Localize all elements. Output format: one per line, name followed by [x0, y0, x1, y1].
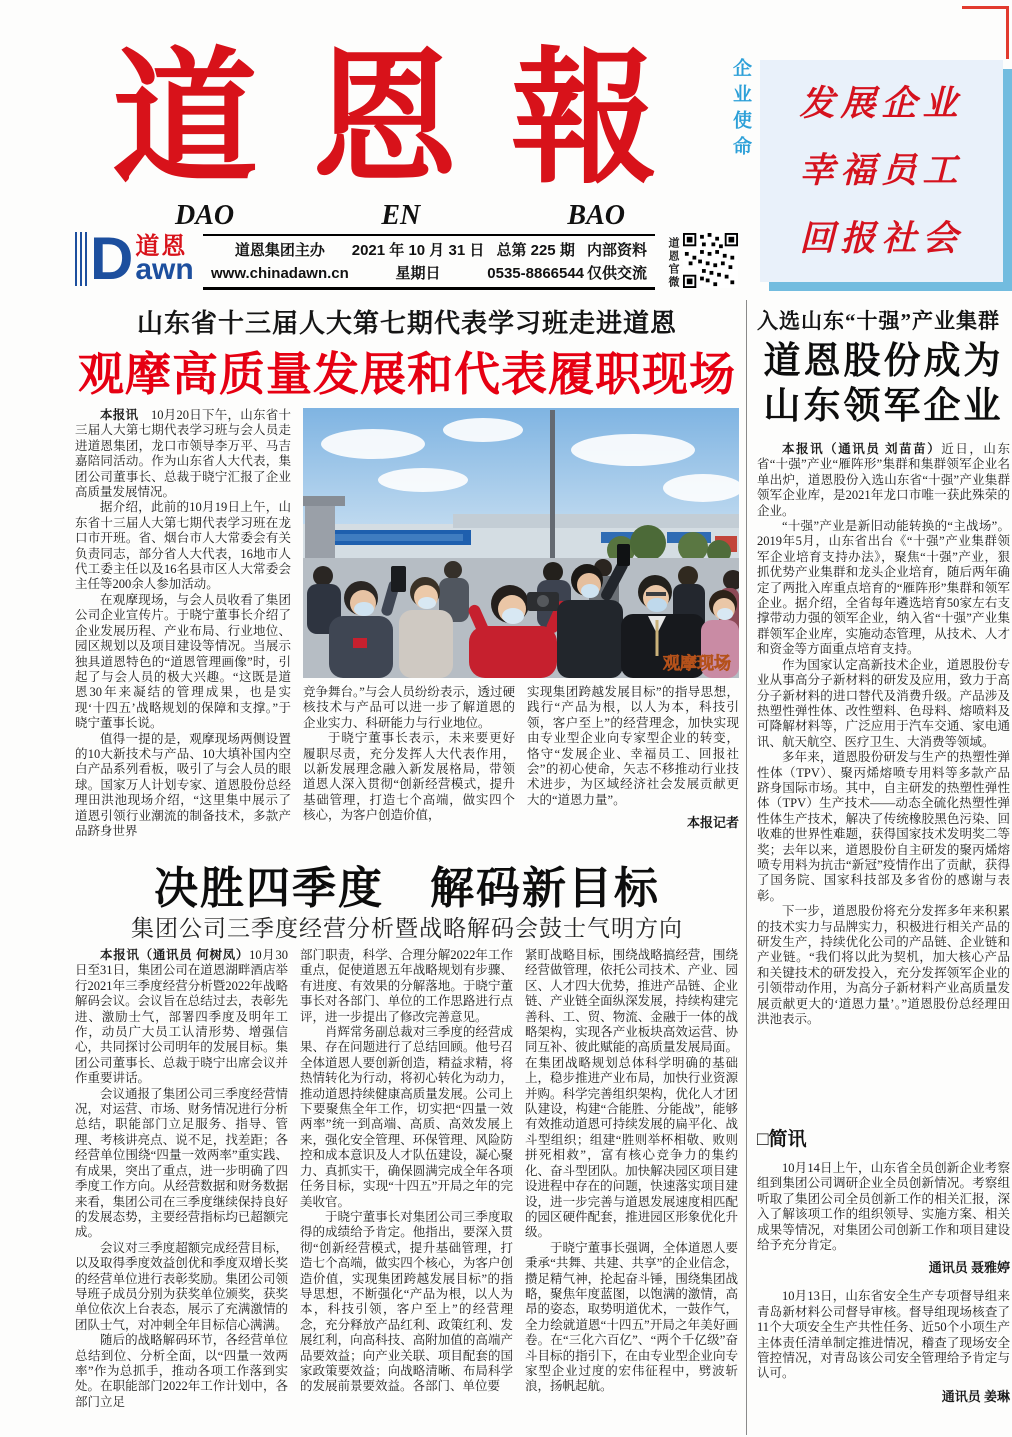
paragraph: 会议对三季度超额完成经营目标，以及取得季度效益创优和季度双增长奖的经营单位进行表彰奖励。集团公司领导班子成员分别为获奖单位颁奖，获奖单位依次上台表态，展示了充满激情的团队士气，对冲刺全年目标信心满满。 — [75, 1240, 288, 1332]
paragraph: 随后的战略解码环节，各经营单位总结到位、分析全面，以“四量一效两率”作为总抓手，推动各项工作落到实处。在职能部门2022年工作计划中，各部门立足 — [75, 1333, 288, 1409]
logo-cn: 道恩 — [135, 233, 188, 260]
photo-watermark: 观摩现场 — [663, 654, 731, 673]
paragraph: 部门职责，科学、合理分解2022年工作重点，促使道恩五年战略规划有步骤、有进度、有效果的分解落地。于晓宁董事长对各部门、单位的工作思路进行点评，进一步提出了修改完善意见。 — [300, 948, 513, 1024]
paragraph: 于晓宁董事长对集团公司三季度取得的成绩给予肯定。他指出，要深入贯彻“创新经营模式，提升基础管理，打造七个高端，做实四个核心，为客户创造价值，实现集团跨越发展目标”的指导思想，不断强化“产品为根，以人为本，科技引领，客户至上”的经营理念，充分释放产品红利、政策红利、发展红利，向高科技、高附加值的高端产品要效益；向产业关联、项目配套的国家政策要效益；向战略清晰、布局科学的发展前景要效益。各部门、单位要 — [300, 1209, 513, 1394]
article1-column-3 — [527, 685, 739, 854]
info-issue: 总第 225 期 0535-8866544 — [487, 239, 584, 285]
brief-byline: 通讯员 姜琳 — [941, 1388, 1010, 1404]
mission-line: 发展企业 — [799, 83, 964, 125]
brief-item — [757, 1161, 1010, 1276]
article1-byline: 本报记者 — [686, 815, 739, 831]
article1-kicker: 山东省十三届人大第七期代表学习班走进道恩 — [136, 309, 677, 338]
page-corner-mark — [962, 6, 1009, 59]
paragraph: 会议通报了集团公司三季度经营情况，对运营、市场、财务情况进行分析总结，职能部门立足服务、指导、管理、考核讲亮点、说不足，找差距；各经营单位围绕“四量一效两率”重实践、有成果，突出了重点，进一步明确了四季度工作方向。从经营数据和财务数据来看，集团公司在三季度继续保持良好的发展态势，主要经营指标均已超额完成。 — [75, 1086, 288, 1240]
roman-bao: BAO — [567, 200, 625, 231]
paragraph: 本报讯（通讯员 何树凤）10月30日至31日，集团公司在道恩湖畔酒店举行2021年三季度经营分析暨2022年战略解码会议。会议旨在总结过去，表彰先进、激励士气，部署四季度及明年工作，动员广大员工认清形势、增强信心，共同探讨公司明年的发展目标。集团公司董事长、总裁于晓宁出席会议并作重要讲话。 — [75, 948, 288, 1086]
news-photo — [303, 408, 739, 678]
qr-code — [683, 233, 738, 288]
paragraph: 竞争舞台。”与会人员纷纷表示，透过硬核技术与产品可以进一步了解道恩的企业实力、科研能力与行业地位。 — [303, 685, 515, 730]
article2-column-1 — [75, 948, 288, 1437]
qr-label: 道恩官微 — [667, 237, 679, 289]
article2-subtitle: 集团公司三季度经营分析暨战略解码会鼓士气明方向 — [131, 916, 683, 941]
info-phone: 0535-8866544 — [487, 264, 585, 282]
paragraph: 于晓宁董事长表示，未来要更好履职尽责，充分发挥人大代表作用，以新发展理念融入新发展格局，带领道恩人深入贯彻“创新经营模式，提升基础管理，打造七个高端，做实四个核心，为客户创造价值， — [303, 731, 515, 823]
masthead-char: 恩 — [311, 33, 458, 204]
paragraph: 在观摩现场，与会人员收看了集团公司企业宣传片。于晓宁董事长介绍了企业发展历程、产业布局、行业地位、园区规划以及项目建设等情况。当展示独具道恩特色的“道恩管理画像”时，引起了与会人员的极大兴趣。“这既是道恩30年来凝结的管理成果，也是实现‘十四五’战略规划的保障和支撑。”于晓宁董事长说。 — [75, 592, 291, 731]
article3-kicker: 入选山东“十强”产业集群 — [757, 309, 1000, 333]
paragraph: 下一步，道恩股份将充分发挥多年来积累的技术实力与品牌实力，积极进行相关产品的研发生产，持续优化公司的产品链、企业链和产业链。“我们将以此为契机，加大核心产品和关键技术的研发投入，充分发挥领军企业的引领带动作用，为高分子新材料产业高质量发展贡献更大的‘道恩力量’。”道恩股份总经理田洪池表示。 — [757, 904, 1010, 1027]
mission-line: 回报社会 — [799, 217, 964, 259]
info-notes: 内部资料 仅供交流 — [586, 241, 647, 282]
mission-box — [760, 60, 1003, 282]
masthead-romanized — [175, 200, 625, 232]
logo-awn: awn — [135, 253, 194, 286]
masthead-char: 道 — [112, 33, 258, 204]
paragraph: 10月14日上午，山东省全员创新企业考察组到集团公司调研企业全员创新情况。考察组听取了集团公司全员创新工作的相关汇报，深入了解该项工作的组织领导、实施方案、相关成果等情况，对集团公司创新工作和项目建设给予充分肯定。 — [757, 1161, 1010, 1253]
article1-body — [75, 408, 739, 854]
info-bar — [203, 234, 655, 290]
briefs-section — [757, 1124, 1010, 1418]
info-date: 2021 年 10 月 31 日 星期日 — [351, 241, 485, 282]
briefs-header: □简讯 — [757, 1129, 807, 1150]
brief-byline: 通讯员 聂雅婷 — [928, 1260, 1010, 1276]
paragraph: 多年来，道恩股份研发与生产的热塑性弹性体（TPV）、聚丙烯熔喷专用料等多款产品跻身国际市场。其中，自主研发的热塑性弹性体（TPV）生产技术——动态全硫化热塑性弹性体生产技术，解决了传统橡胶黑色污染、回收难的世界性难题，获得国家技术发明奖二等奖；去年以来，道恩股份自主研发的聚丙烯熔喷专用料为抗击“新冠”疫情作出了贡献，获得了国务院、国家科技部及多省份的感谢与表彰。 — [757, 750, 1010, 903]
article3-body — [757, 442, 1010, 1120]
roman-dao: DAO — [175, 200, 235, 231]
info-publisher: 道恩集团主办 www.chinadawn.cn — [211, 239, 349, 285]
mission-line: 幸福员工 — [799, 150, 964, 192]
paragraph: 于晓宁董事长强调，全体道恩人要秉承“共舞、共建、共享”的企业信念，攒足精气神，抡起奋斗锤，围绕集团战略，聚焦年度蓝图，以饱满的激情，高昂的姿态，取势明道优术，一鼓作气，全力绘就道恩“十四五”开局之年美好画卷。在“三化六百亿”、“两个千亿级”奋斗目标的指引下，在由专业型企业向专家型企业过度的宏伟征程中，劈波斩浪，扬帆起航。 — [525, 1240, 738, 1394]
logo-stripes-icon — [75, 232, 88, 286]
article2-column-2 — [300, 948, 513, 1437]
vertical-divider — [746, 300, 747, 1435]
masthead-title — [112, 33, 657, 204]
paragraph: 紧盯战略目标，围绕战略搞经营，围绕经营做管理，依托公司技术、产业、园区、人才四大优势，推进产品链、企业链、产业链全面纵深发展，持续构建完善科、工、贸、物流、金融于一体的战略架构，实现各产业板块高效运营、协同互补、彼此赋能的高质量发展局面。在集团战略规划总体科学明确的基础上，稳步推进产业布局，加快行业资源并购。科学完善组织架构，优化人才团队建设，构建“合能胜、分能战”，能够有效推动道恩可持续发展的扁平化、战斗型组织；组建“胜则举杯相敬、败则拼死相救”，富有核心竞争力的集约化、奋斗型团队。加快解决园区项目建设进程中存在的问题，快速落实项目建设，进一步完善与道恩发展速度相匹配的园区硬件配套，推进园区形象优化升级。 — [525, 948, 738, 1240]
logo-letter-d: D — [90, 225, 134, 292]
article1-column-2 — [303, 685, 515, 854]
news-photo-illustration — [303, 408, 739, 678]
website-url: www.chinadawn.cn — [211, 264, 349, 282]
article3-title: 道恩股份成为 山东领军企业 — [763, 340, 1004, 426]
masthead-char: 報 — [511, 33, 657, 204]
paragraph: 作为国家认定高新技术企业，道恩股份专业从事高分子新材料的研发及应用，致力于高分子新材料的进口替代及消费升级。产品涉及热塑性弹性体、改性塑料、色母料、熔喷料及可降解材料等，广泛应用于汽车交通、家电通讯、航天航空、医疗卫生、大消费等领域。 — [757, 657, 1010, 749]
paragraph: “十强”产业是新旧动能转换的“主战场”。2019年5月，山东省出台《“十强”产业集群领军企业培育支持办法》，聚焦“十强”产业，狠抓优势产业集群和龙头企业培育，随后两年确定了两批入库重点培育的“雁阵形”集群和领军企业。据介绍，全省每年遴选培育50家左右支撑带动力强的领军企业，纳入省“十强”产业集群领军企业库，实施动态管理，从技术、人才和资金等方面重点培育支持。 — [757, 519, 1010, 657]
paragraph: 本报讯（通讯员 刘苗苗）近日，山东省“十强”产业“雁阵形”集群和集群领军企业名单出炉，道恩股份入选山东省“十强”产业集群领军企业库，是2021年龙口市唯一获此殊荣的企业。 — [757, 442, 1010, 518]
mission-label: 企业使命 — [730, 58, 751, 162]
dawn-logo — [75, 225, 201, 292]
roman-en: EN — [381, 200, 421, 231]
article2-column-3 — [525, 948, 738, 1437]
article1-headline: 观摩高质量发展和代表履职现场 — [78, 348, 736, 400]
article2-headline: 决胜四季度 解码新目标 — [154, 864, 660, 913]
paragraph: 本报讯 10月20日下午，山东省十三届人大第七期代表学习班与会人员走进道恩集团，龙口市领导李万平、马吉嘉陪同活动。作为山东省人大代表，集团公司董事长、总裁于晓宁汇报了企业高质量发展情况。 — [75, 408, 291, 500]
paragraph: 10月13日，山东省安全生产专项督导组来青岛新材料公司督导审核。督导组现场核查了11个大项安全生产共性任务、近50个小项生产主体责任清单制定推进情况，稽查了现场安全管控情况，对青岛该公司安全管理给予肯定与认可。 — [757, 1289, 1010, 1381]
article2-body — [75, 948, 739, 1437]
article1-column-1 — [75, 408, 291, 854]
paragraph: 肖辉常务副总裁对三季度的经营成果、存在问题进行了总结回顾。他号召全体道恩人要创新创造，精益求精，将热情转化为行动，将初心转化为动力，推动道恩持续健康高质量发展。公司上下要聚焦全年工作，切实把“四量一效两率”统一到高端、高质、高效发展上来，强化安全管理、环保管理、风险防控和成本意识及人才队伍建设，凝心聚力、真抓实干，确保圆满完成全年各项任务目标，实现“十四五”开局之年的完美收官。 — [300, 1025, 513, 1209]
paragraph: 实现集团跨越发展目标”的指导思想，践行“产品为根，以人为本，科技引领，客户至上”的经营理念，加快实现由专业型企业向专家型企业的转变，恪守“发展企业、幸福员工、回报社会”的初心使命，矢志不移推动行业技术进步，为区域经济社会发展贡献更大的“道恩力量”。 — [527, 685, 739, 807]
brief-item — [757, 1289, 1010, 1404]
paragraph: 据介绍，此前的10月19日上午，山东省十三届人大第七期代表学习班在龙口市开班。省、烟台市人大常委会有关负责同志，部分省人大代表，16地市人代工委主任以及16名县市区人大常委会主任等200余人参加活动。 — [75, 500, 291, 592]
paragraph: 值得一提的是，观摩现场两侧设置的10大新技术与产品、10大填补国内空白产品系列看板，吸引了与会人员的眼球。国家万人计划专家、道恩股份总经理田洪池现场介绍，“这里集中展示了道恩引领行业潮流的制备技术，多款产品跻身世界 — [75, 731, 291, 838]
